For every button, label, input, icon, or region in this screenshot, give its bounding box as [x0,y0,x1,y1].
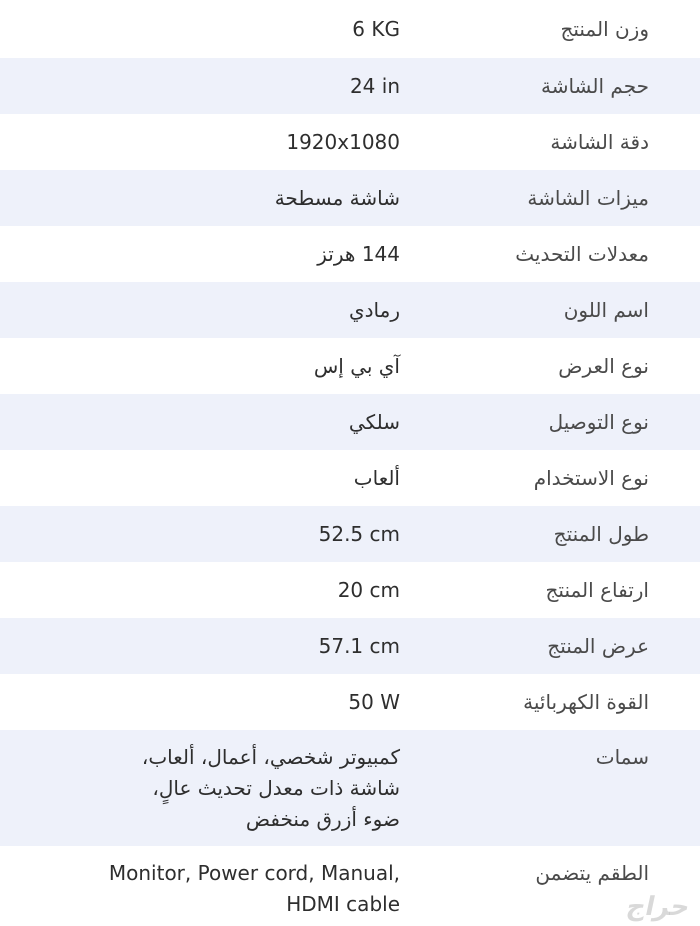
spec-value: ألعاب [353,465,400,490]
spec-row-width [0,618,700,674]
spec-value: Monitor, Power cord, Manual, HDMI cable [108,861,400,916]
spec-row-refresh-rate [0,226,700,282]
spec-row-screen-size [0,58,700,114]
haraj-watermark-logo: حراج [624,892,694,922]
spec-row-screen-features [0,170,700,226]
spec-label: اسم اللون [563,298,649,322]
spec-value: 144 هرتز [317,241,400,266]
spec-label: حجم الشاشة [540,74,649,98]
spec-row-color [0,282,700,338]
spec-label: الطقم يتضمن [535,861,649,885]
spec-label: ميزات الشاشة [527,186,649,210]
spec-label: نوع العرض [558,354,649,378]
spec-row-resolution [0,114,700,170]
spec-value: 52.5 cm [318,521,400,546]
spec-row-features [0,730,700,846]
spec-label: طول المنتج [553,522,649,546]
spec-label: دقة الشاشة [550,130,649,154]
spec-value: شاشة مسطحة [274,185,400,210]
spec-value: 20 cm [337,577,400,602]
spec-value: رمادي [348,297,400,322]
spec-label: عرض المنتج [547,634,649,658]
spec-value: 1920x1080 [286,129,400,154]
spec-row-kit-includes [0,846,700,918]
spec-label: ارتفاع المنتج [545,578,649,602]
spec-row-height [0,562,700,618]
spec-value: 57.1 cm [318,633,400,658]
spec-row-connection-type [0,394,700,450]
spec-row-usage-type [0,450,700,506]
spec-value: سلكي [348,409,400,434]
spec-label: وزن المنتج [560,17,649,41]
spec-row-weight [0,0,700,58]
spec-label: نوع التوصيل [548,410,649,434]
spec-value: كمبيوتر شخصي، أعمال، ألعاب، شاشة ذات معدل تحديث عالٍ، ضوء أزرق منخفض [141,745,400,831]
spec-value: 6 KG [352,16,400,41]
spec-row-display-type [0,338,700,394]
spec-label: القوة الكهربائية [523,690,649,714]
spec-row-power [0,674,700,730]
spec-label: سمات [595,745,649,769]
spec-row-length [0,506,700,562]
spec-value: 24 in [349,73,400,98]
spec-label: نوع الاستخدام [533,466,649,490]
spec-value: آي بي إس [313,353,400,378]
spec-value: 50 W [348,689,400,714]
spec-label: معدلات التحديث [515,242,649,266]
